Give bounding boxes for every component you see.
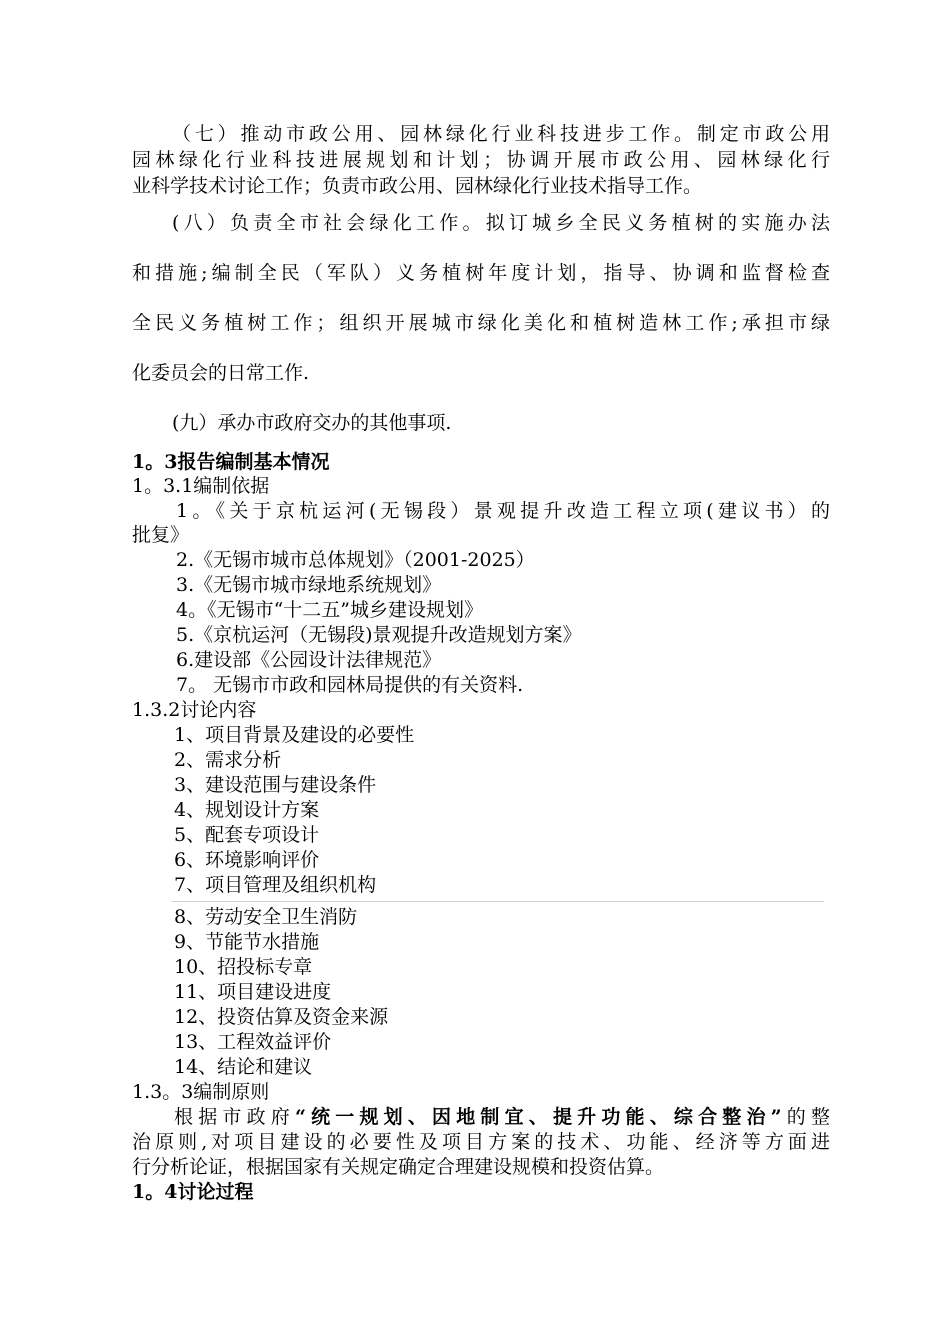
divider [172,901,824,902]
content-item: 10、招投标专章 [174,956,313,978]
basis-item-1-line1: 1。《关于京杭运河(无锡段）景观提升改造工程立项(建议书）的 [176,500,830,522]
basis-item: 4。《无锡市“十二五”城乡建设规划》 [176,599,484,621]
section7-line3: 业科学技术讨论工作；负责市政公用、园林绿化行业技术指导工作。 [132,175,703,197]
content-item: 6、环境影响评价 [174,849,320,871]
basis-heading: 1。3.1编制依据 [132,475,270,497]
section8-line3: 全民义务植树工作；组织开展城市绿化美化和植树造林工作;承担市绿 [132,312,830,334]
basis-item: 3.《无锡市城市绿地系统规划》 [176,574,442,596]
content-item: 7、项目管理及组织机构 [174,874,377,896]
basis-item: 6.建设部《公园设计法律规范》 [176,649,442,671]
content-item: 11、项目建设进度 [174,981,332,1003]
content-item: 1、项目背景及建设的必要性 [174,724,415,746]
principle-line1 [174,1105,830,1129]
basis-item: 2.《无锡市城市总体规划》（2001-2025） [176,549,535,571]
principle-heading: 1.3。3编制原则 [132,1081,270,1103]
section7-line1: （七）推动市政公用、园林绿化行业科技进步工作。制定市政公用 [172,123,830,145]
section-1-3-heading: 1。3报告编制基本情况 [132,451,330,473]
basis-item-1-line2: 批复》 [132,524,190,546]
content-item: 2、需求分析 [174,749,282,771]
section8-line2: 和措施;编制全民（军队）义务植树年度计划，指导、协调和监督检查 [132,262,830,284]
content-item: 4、规划设计方案 [174,799,320,821]
content-item: 13、工程效益评价 [174,1031,332,1053]
content-item: 14、结论和建议 [174,1056,313,1078]
content-item: 8、劳动安全卫生消防 [174,906,358,928]
section9-line: (九）承办市政府交办的其他事项. [172,412,452,434]
content-item: 3、建设范围与建设条件 [174,774,377,796]
principle-line2: 治原则,对项目建设的必要性及项目方案的技术、功能、经济等方面进 [132,1131,830,1153]
content-heading: 1.3.2讨论内容 [132,699,257,721]
content-item: 9、节能节水措施 [174,931,320,953]
basis-item: 7。 无锡市市政和园林局提供的有关资料. [176,674,524,696]
principle-emphasis: “统一规划、因地制宜、提升功能、综合整治” [294,1106,782,1128]
section-1-4-heading: 1。4讨论过程 [132,1181,254,1203]
section7-line2: 园林绿化行业科技进展规划和计划；协调开展市政公用、园林绿化行 [132,149,830,171]
principle-suffix: 的整 [781,1106,830,1128]
section8-line4: 化委员会的日常工作. [132,362,310,384]
basis-item: 5.《京杭运河（无锡段)景观提升改造规划方案》 [176,624,582,646]
content-item: 12、投资估算及资金来源 [174,1006,389,1028]
section8-line1: (八）负责全市社会绿化工作。拟订城乡全民义务植树的实施办法 [172,212,830,234]
principle-prefix: 根据市政府 [174,1106,295,1128]
principle-line3: 行分析论证，根据国家有关规定确定合理建设规模和投资估算。 [132,1156,665,1178]
content-item: 5、配套专项设计 [174,824,320,846]
